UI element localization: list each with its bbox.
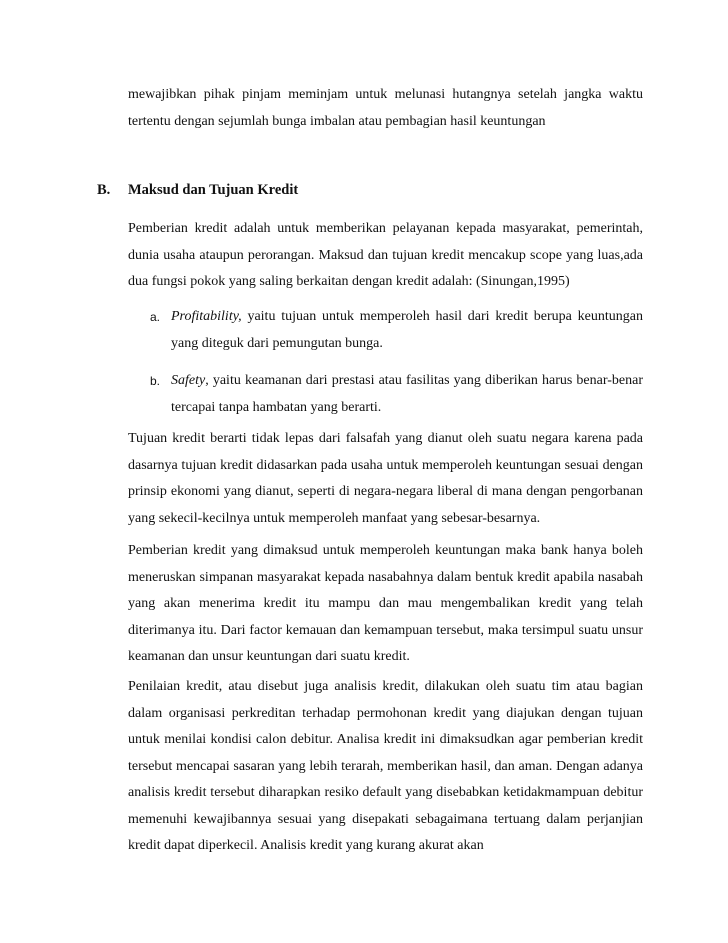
list-item-b xyxy=(150,368,643,421)
paragraph-3: Pemberian kredit yang dimaksud untuk memperoleh keuntungan maka bank hanya boleh meneruskan simpanan masyarakat kepada nasabahnya dalam bentuk kredit apabila nasabah yang akan menerima kredit itu mampu dan mau mengembalikan kredit yang telah diterimanya itu. Dari factor kemauan dan kemampuan tersebut, maka tersimpul suatu unsur keamanan dan unsur keuntungan dari suatu kredit. xyxy=(128,543,643,664)
paragraph-1: Pemberian kredit adalah untuk memberikan pelayanan kepada masyarakat, pemerintah, dunia usaha ataupun perorangan. Maksud dan tujuan kredit mencakup scope yang luas,ada dua fungsi pokok yang saling berkaitan dengan kredit adalah: (Sinungan,1995) xyxy=(128,221,643,289)
paragraph-2: Tujuan kredit berarti tidak lepas dari falsafah yang dianut oleh suatu negara karena pada dasarnya tujuan kredit didasarkan pada usaha untuk memperoleh keuntungan sesuai dengan prinsip ekonomi yang dianut, seperti di negara-negara liberal di mana dengan pengorbanan yang sekecil-kecilnya untuk memperoleh manfaat yang sebesar-besarnya. xyxy=(128,431,643,526)
section-letter: B. xyxy=(97,182,111,198)
list-term: Profitability, xyxy=(171,309,242,324)
list-text: , yaitu keamanan dari prestasi atau fasilitas yang diberikan harus benar-benar tercapai tanpa hambatan yang berarti. xyxy=(171,373,643,415)
list-item-a xyxy=(150,304,643,357)
section-title: Maksud dan Tujuan Kredit xyxy=(128,182,299,198)
list-text: yaitu tujuan untuk memperoleh hasil dari kredit berupa keuntungan yang diteguk dari pemungutan bunga. xyxy=(171,309,643,351)
list-item-body xyxy=(171,304,643,357)
section-heading xyxy=(97,182,298,199)
list-item-body xyxy=(171,368,643,421)
list-marker: a. xyxy=(150,310,161,324)
intro-paragraph: mewajibkan pihak pinjam meminjam untuk melunasi hutangnya setelah jangka waktu tertentu dengan sejumlah bunga imbalan atau pembagian hasil keuntungan xyxy=(128,87,643,129)
list-term: Safety xyxy=(171,373,206,388)
list-marker: b. xyxy=(150,374,161,388)
paragraph-4: Penilaian kredit, atau disebut juga analisis kredit, dilakukan oleh suatu tim atau bagian dalam organisasi perkreditan terhadap permohonan kredit yang diajukan dengan tujuan untuk menilai kondisi calon debitur. Analisa kredit ini dimaksudkan agar pemberian kredit tersebut mencapai sasaran yang lebih terarah, memberikan hasil, dan aman. Dengan adanya analisis kredit tersebut diharapkan resiko default yang disebabkan ketidakmampuan debitur memenuhi kewajibannya sesuai yang disepakati sebagaimana tertuang dalam perjanjian kredit dapat diperkecil. Analisis kredit yang kurang akurat akan xyxy=(128,679,643,853)
